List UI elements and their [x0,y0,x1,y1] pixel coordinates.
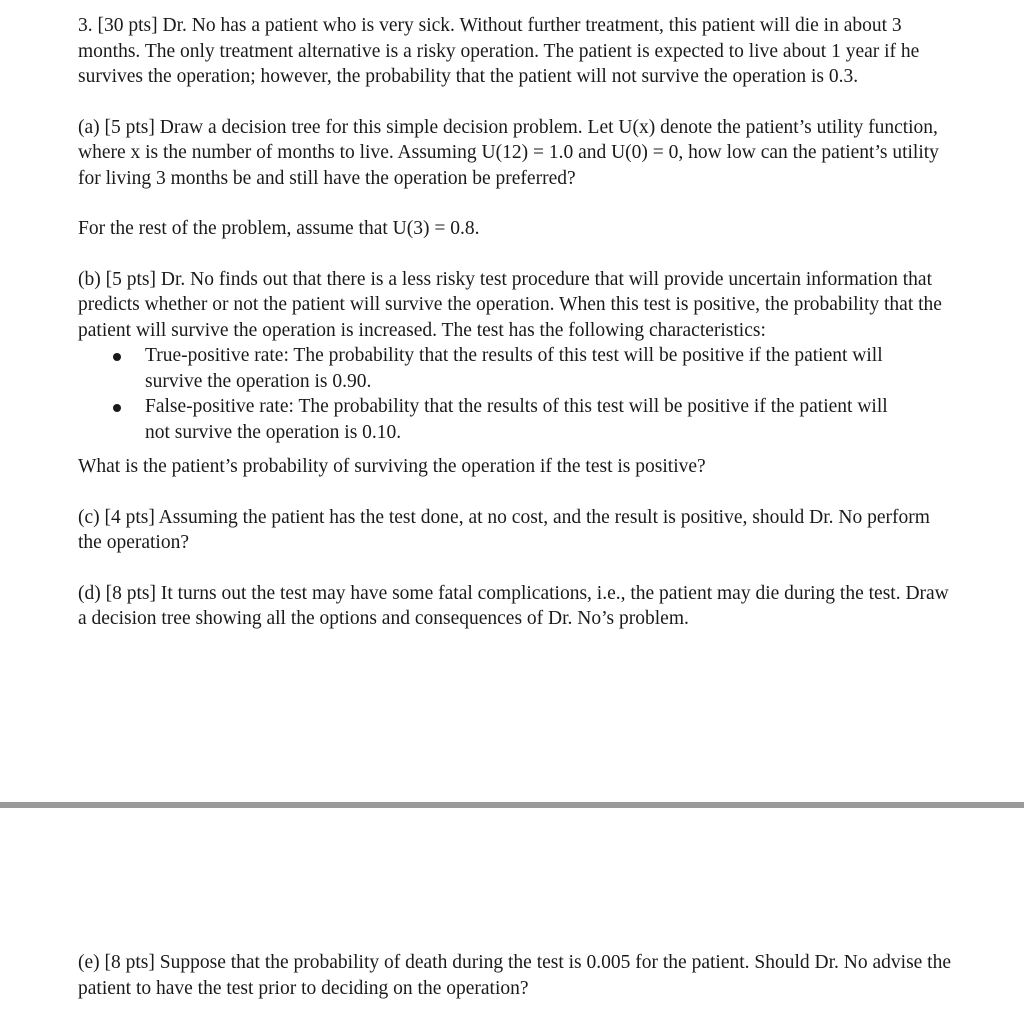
list-item [145,343,905,394]
part-b: (b) [5 pts] Dr. No finds out that there is a less risky test procedure that will provide uncertain information that predicts whether or not the patient will survive the operation. When this test is positive, the probability that the patient will survive the operation is increased. The test has the following characteristics: [78,268,942,341]
problem-page [78,13,958,632]
part-a: (a) [5 pts] Draw a decision tree for this simple decision problem. Let U(x) denote the patient’s utility function, where x is the number of months to live. Assuming U(12) = 1.0 and U(0) = 0, how low can the patient’s utility for living 3 months be and still have the operation be preferred? [78,116,939,189]
list-item-text: False-positive rate: The probability that the results of this test will be positive if the patient will not survive the operation is 0.10. [145,396,888,443]
part-b-question: What is the patient’s probability of surviving the operation if the test is positive? [78,456,706,477]
assumption: For the rest of the problem, assume that U(3) = 0.8. [78,218,480,239]
bullet-icon [113,353,121,361]
page-divider [0,802,1024,808]
characteristics-list [78,343,958,445]
part-d: (d) [8 pts] It turns out the test may have some fatal complications, i.e., the patient may die during the test. Draw a decision tree showing all the options and consequences of Dr. No’s problem. [78,582,949,629]
list-item-text: True-positive rate: The probability that the results of this test will be positive if the patient will survive the operation is 0.90. [145,345,883,392]
list-item [145,394,905,445]
bottom-section [78,950,958,1001]
problem-intro: 3. [30 pts] Dr. No has a patient who is very sick. Without further treatment, this patient will die in about 3 months. The only treatment alternative is a risky operation. The patient is expected to live about 1 year if he survives the operation; however, the probability that the patient will not survive the operation is 0.3. [78,15,920,87]
part-e: (e) [8 pts] Suppose that the probability of death during the test is 0.005 for the patient. Should Dr. No advise the patient to have the test prior to deciding on the operation? [78,952,952,999]
bullet-icon [113,404,121,412]
part-c: (c) [4 pts] Assuming the patient has the test done, at no cost, and the result is positive, should Dr. No perform the operation? [78,506,930,553]
